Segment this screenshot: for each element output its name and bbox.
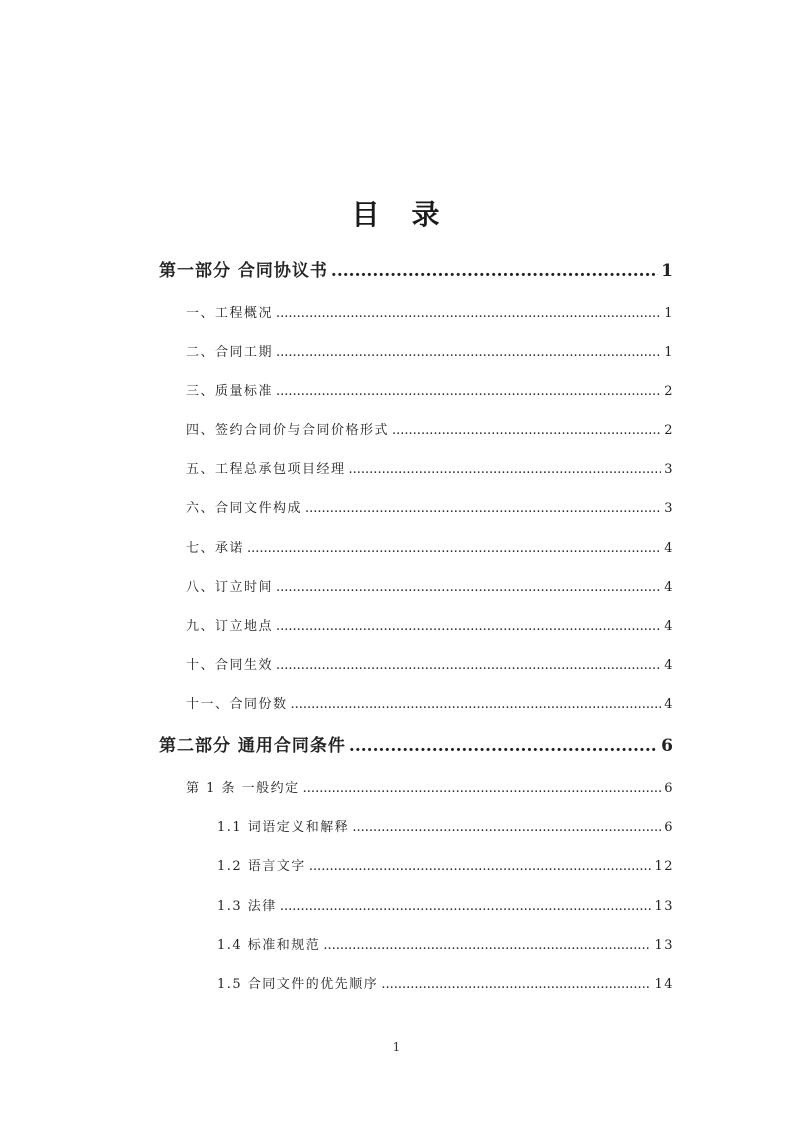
toc-leader-dots <box>247 539 661 559</box>
toc-entry-page: 1 <box>664 306 674 321</box>
toc-leader-dots <box>303 779 662 799</box>
toc-entry-page: 4 <box>664 658 674 673</box>
toc-entry[interactable] <box>217 975 674 995</box>
toc-entry[interactable] <box>186 499 674 519</box>
toc-entry-label: 十一、合同份数 <box>186 697 288 712</box>
toc-entry-label: 1.2 语言文字 <box>217 859 306 874</box>
toc-entry-page: 4 <box>664 541 674 556</box>
toc-leader-dots <box>276 578 661 598</box>
toc-entry[interactable] <box>186 578 674 598</box>
toc-leader-dots <box>309 857 652 877</box>
toc-leader-dots <box>349 734 658 758</box>
toc-entry-label: 六、合同文件构成 <box>186 501 303 516</box>
toc-title-char-2: 录 <box>411 198 442 231</box>
toc-leader-dots <box>305 499 661 519</box>
toc-title-char-1: 目 <box>351 198 382 231</box>
toc-entry[interactable] <box>186 460 674 480</box>
toc-entry[interactable] <box>186 343 674 363</box>
toc-entry-label: 三、质量标准 <box>186 384 274 399</box>
toc-entry-label: 第 1 条 一般约定 <box>186 781 300 796</box>
toc-leader-dots <box>349 460 662 480</box>
toc-entry-label: 九、订立地点 <box>186 619 274 634</box>
toc-entry[interactable] <box>217 936 674 956</box>
toc-entry-page: 2 <box>664 384 674 399</box>
toc-entry[interactable] <box>186 695 674 715</box>
toc-entry-page: 3 <box>664 462 674 477</box>
toc-entry-page: 4 <box>664 619 674 634</box>
toc-entry-page: 14 <box>654 977 674 992</box>
toc-leader-dots <box>280 897 652 917</box>
toc-entry-label: 八、订立时间 <box>186 580 274 595</box>
toc-leader-dots <box>276 343 661 363</box>
toc-leader-dots <box>276 656 661 676</box>
toc-entry-label: 1.5 合同文件的优先顺序 <box>217 977 379 992</box>
toc-entry[interactable] <box>186 779 674 799</box>
toc-entry-label: 五、工程总承包项目经理 <box>186 462 346 477</box>
toc-entry-page: 3 <box>664 501 674 516</box>
toc-entry-page: 13 <box>654 899 674 914</box>
toc-entry-page: 13 <box>654 938 674 953</box>
toc-entry[interactable] <box>217 818 674 838</box>
toc-entry-page: 12 <box>654 859 674 874</box>
toc-entry-page: 4 <box>664 697 674 712</box>
toc-entry[interactable] <box>159 259 674 283</box>
toc-leader-dots <box>381 975 651 995</box>
toc-leader-dots <box>352 818 661 838</box>
toc-leader-dots <box>331 259 658 283</box>
toc-leader-dots <box>276 382 661 402</box>
toc-leader-dots <box>291 695 662 715</box>
toc-entry-label: 第一部分 合同协议书 <box>159 261 328 281</box>
toc-entry-label: 1.1 词语定义和解释 <box>217 820 350 835</box>
toc-entry-page: 2 <box>664 423 674 438</box>
toc-entry-label: 四、签约合同价与合同价格形式 <box>186 423 390 438</box>
toc-title <box>0 193 793 233</box>
toc-entry-page: 1 <box>661 261 674 281</box>
toc-entry-label: 一、工程概况 <box>186 306 274 321</box>
toc-leader-dots <box>323 936 651 956</box>
toc-entry[interactable] <box>186 617 674 637</box>
page-number: 1 <box>392 1040 401 1054</box>
toc-entry-label: 1.3 法律 <box>217 899 277 914</box>
toc-entry-page: 6 <box>664 820 674 835</box>
toc-entry-label: 1.4 标准和规范 <box>217 938 321 953</box>
toc-entry[interactable] <box>159 734 674 758</box>
toc-entry[interactable] <box>217 857 674 877</box>
toc-entry[interactable] <box>186 304 674 324</box>
toc-entry[interactable] <box>186 539 674 559</box>
toc-leader-dots <box>276 304 661 324</box>
toc-entry[interactable] <box>217 897 674 917</box>
toc-entry-page: 6 <box>664 781 674 796</box>
toc-leader-dots <box>392 421 661 441</box>
toc-leader-dots <box>276 617 661 637</box>
toc-entry-page: 4 <box>664 580 674 595</box>
toc-entry-label: 十、合同生效 <box>186 658 274 673</box>
toc-entry-label: 第二部分 通用合同条件 <box>159 736 346 756</box>
toc-entry-page: 6 <box>661 736 674 756</box>
toc-entry-label: 二、合同工期 <box>186 345 274 360</box>
toc-entry[interactable] <box>186 382 674 402</box>
toc-entry[interactable] <box>186 656 674 676</box>
toc-entry[interactable] <box>186 421 674 441</box>
toc-entry-label: 七、承诺 <box>186 541 245 556</box>
toc-entry-page: 1 <box>664 345 674 360</box>
